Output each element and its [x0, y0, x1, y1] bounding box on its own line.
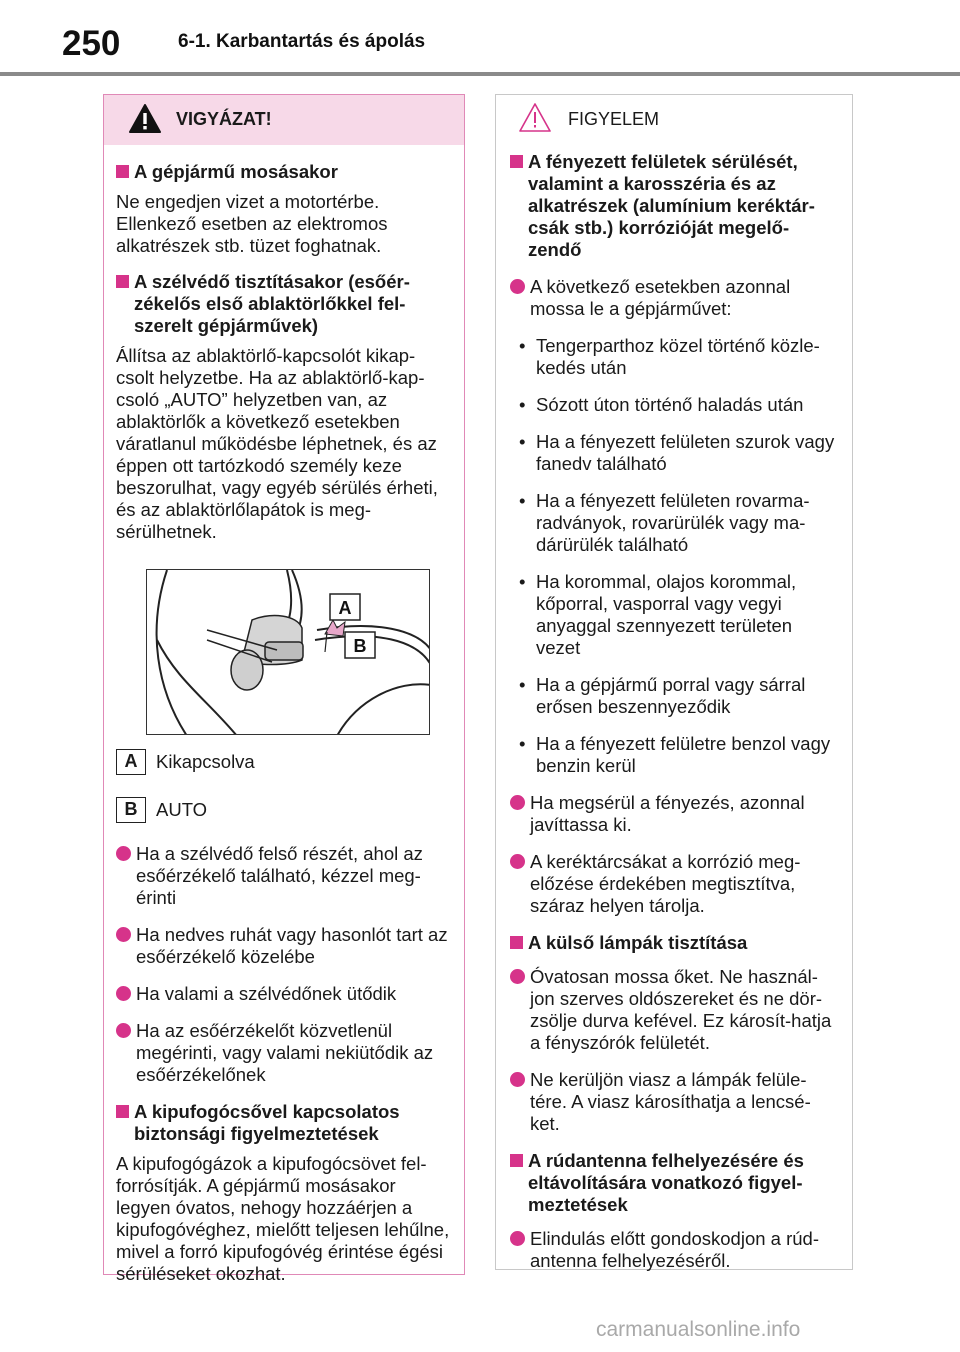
dot-item: Ha megsérül a fényezés, azonnal javíttassa ki. — [510, 792, 838, 836]
watermark: carmanualsonline.info — [596, 1318, 801, 1341]
dot-item: A következő esetekben azonnal mossa le a gépjárművet: — [510, 276, 838, 320]
notice-title: FIGYELEM — [568, 109, 660, 129]
bullet-item: • Ha korommal, olajos korommal, kőporral, vasporral vagy vegyi anyaggal szennyezett területen vezet — [519, 571, 797, 658]
bullet-item: • Ha a fényezett felületre benzol vagy benzin kerül — [519, 733, 831, 776]
subheading: A gépjármű mosásakor — [116, 161, 452, 183]
wiper-switch-illustration — [147, 570, 430, 735]
dot-item: A keréktárcsákat a korrózió meg-előzése érdekében megtisztítva, száraz helyen tárolja. — [510, 851, 838, 917]
subheading: A fényezett felületek sérülését, valamint a karosszéria és az alkatrészek (alumínium keréktár-csák stb.) korrózióját megelő-zendő — [510, 151, 838, 261]
dot-item: Ha valami a szélvédőnek ütődik — [116, 983, 452, 1005]
subheading: A rúdantenna felhelyezésére és eltávolítására vonatkozó figyel-meztetések — [510, 1150, 838, 1216]
figure-label-b: B — [353, 636, 367, 656]
page-header — [0, 0, 960, 80]
wiper-switch-figure — [146, 569, 430, 735]
notice-box — [495, 94, 853, 1270]
bullet-item: • Ha a fényezett felületen szurok vagy fanedv található — [519, 431, 835, 474]
paragraph: Ne engedjen vizet a motortérbe. Ellenkező esetben az elektromos alkatrészek stb. tüzet foghatnak. — [116, 191, 388, 256]
caution-triangle-icon — [518, 102, 552, 133]
bullet-item: • Ha a gépjármű porral vagy sárral erősen beszennyeződik — [519, 674, 806, 717]
section-title: 6-1. Karbantartás és ápolás — [178, 31, 426, 52]
warning-header — [104, 95, 464, 145]
dot-item: Ha az esőérzékelőt közvetlenül megérinti, vagy valami nekiütődik az esőérzékelőnek — [116, 1020, 452, 1086]
paragraph: Állítsa az ablaktörlő-kapcsolót kikap-csolt helyzetbe. Ha az ablaktörlő-kap-csoló „AUTO” helyzetben van, az ablaktörlők a következő esetekben váratlanul működésbe léphetnek, és az éppen ott tartózkodó személy keze beszorulhat, vagy egyéb sérülés érheti, és az ablaktörlőlapátok is meg-sérülhetnek. — [116, 345, 438, 542]
subheading: A szélvédő tisztításakor (esőér-zékelős első ablaktörlőkkel fel-szerelt gépjárművek) — [116, 271, 452, 337]
warning-triangle-icon — [128, 103, 162, 134]
paragraph: A kipufogógázok a kipufogócsövet fel-forrósítják. A gépjármű mosásakor legyen óvatos, nehogy hozzáérjen a kipufogóvéghez, mielőtt teljesen lehűlne, mivel a forró kipufogóvég érintése égési sérüléseket okozhat. — [116, 1153, 450, 1284]
legend-item-b: B AUTO — [116, 799, 452, 825]
dot-item: Ha a szélvédő felső részét, ahol az esőérzékelő található, kézzel meg-érinti — [116, 843, 452, 909]
bullet-item: • Sózott úton történő haladás után — [519, 394, 804, 415]
dot-item: Óvatosan mossa őket. Ne használ-jon szerves oldószereket és ne dör-zsölje durva kefével. Ez károsít-hatja a fényszórók felületét. — [510, 966, 838, 1054]
dot-item: Elindulás előtt gondoskodjon a rúd-antenna felhelyezéséről. — [510, 1228, 838, 1272]
bullet-item: • Ha a fényezett felületen rovarma-radványok, rovarürülék vagy ma-dárürülék található — [519, 490, 810, 555]
dot-item: Ha nedves ruhát vagy hasonlót tart az esőérzékelő közelébe — [116, 924, 452, 968]
legend-item-a: A Kikapcsolva — [116, 751, 452, 777]
page-number: 250 — [62, 24, 121, 63]
subheading: A külső lámpák tisztítása — [510, 932, 838, 954]
warning-title: VIGYÁZAT! — [176, 109, 272, 129]
header-rule — [0, 72, 960, 76]
warning-box — [103, 94, 465, 1284]
bullet-item: • Tengerparthoz közel történő közle-kedés után — [519, 335, 820, 378]
figure-label-a: A — [338, 598, 352, 618]
subheading: A kipufogócsővel kapcsolatos biztonsági figyelmeztetések — [116, 1101, 452, 1145]
notice-header — [496, 95, 852, 145]
dot-item: Ne kerüljön viasz a lámpák felüle-tére. A viasz károsíthatja a lencsé-ket. — [510, 1069, 838, 1135]
